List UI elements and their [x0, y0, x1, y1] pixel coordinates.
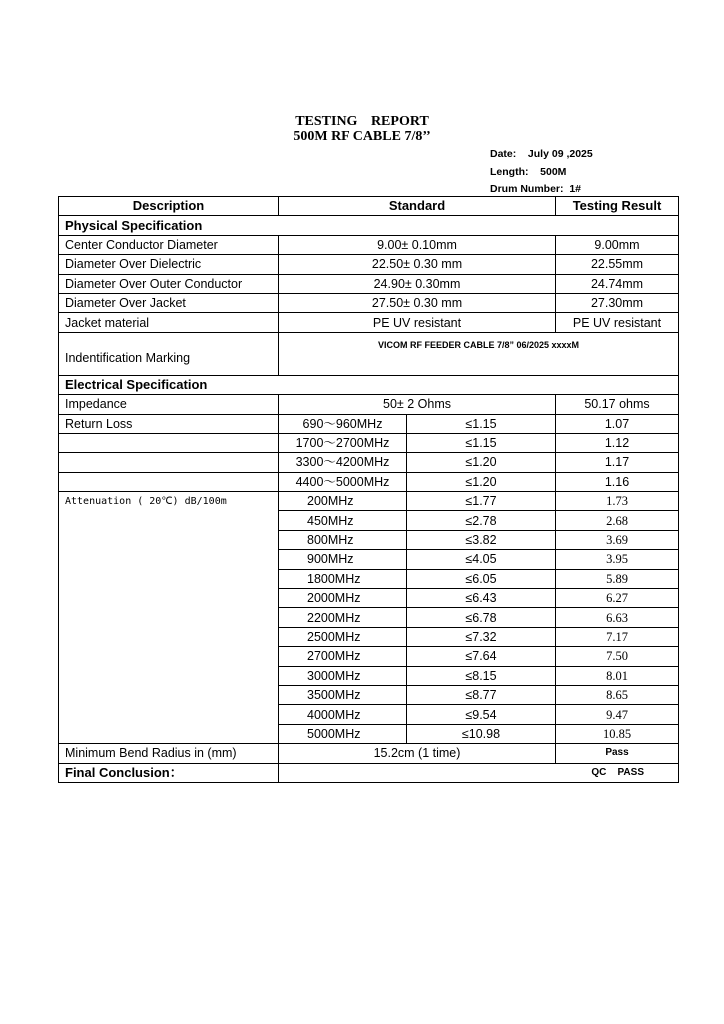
rl-result: 1.07: [556, 414, 679, 433]
att-frequency: 3500MHz: [279, 685, 407, 704]
attenuation-label: Attenuation ( 20℃) dB/100m: [59, 492, 279, 744]
att-frequency: 450MHz: [279, 511, 407, 530]
att-standard: ≤6.43: [407, 589, 556, 608]
header-row: [59, 197, 679, 216]
electrical-section-title: Electrical Specification: [59, 375, 679, 394]
conclusion-row: [59, 763, 679, 782]
report-subtitle: 500M RF CABLE 7/8’’: [293, 129, 431, 144]
att-result: 1.73: [556, 492, 679, 511]
physical-section-title: Physical Specification: [59, 216, 679, 235]
row-description: Diameter Over Jacket: [59, 293, 279, 312]
rl-frequency: 690～960MHz: [279, 414, 407, 433]
att-standard: ≤9.54: [407, 705, 556, 724]
header-result: Testing Result: [556, 197, 679, 216]
att-result: 9.47: [556, 705, 679, 724]
att-standard: ≤1.77: [407, 492, 556, 511]
impedance-label: Impedance: [59, 395, 279, 414]
bend-radius-standard: 15.2cm (1 time): [279, 744, 556, 763]
att-result: 8.65: [556, 685, 679, 704]
rl-frequency: 3300～4200MHz: [279, 453, 407, 472]
row-description: Diameter Over Outer Conductor: [59, 274, 279, 293]
impedance-row: [59, 395, 679, 414]
att-standard: ≤7.64: [407, 647, 556, 666]
row-standard: 22.50± 0.30 mm: [279, 255, 556, 274]
return-loss-label: Return Loss: [59, 414, 279, 433]
att-result: 3.69: [556, 530, 679, 549]
att-frequency: 2000MHz: [279, 589, 407, 608]
att-standard: ≤10.98: [407, 724, 556, 743]
att-standard: ≤8.77: [407, 685, 556, 704]
att-result: 10.85: [556, 724, 679, 743]
return-loss-row: [59, 433, 679, 452]
table-row: [59, 313, 679, 332]
conclusion-result: QC PASS: [279, 763, 679, 782]
att-frequency: 1800MHz: [279, 569, 407, 588]
bend-radius-result: Pass: [556, 744, 679, 763]
rl-result: 1.16: [556, 472, 679, 491]
row-description: Center Conductor Diameter: [59, 235, 279, 254]
att-result: 8.01: [556, 666, 679, 685]
row-standard: 24.90± 0.30mm: [279, 274, 556, 293]
att-frequency: 3000MHz: [279, 666, 407, 685]
row-result: 9.00mm: [556, 235, 679, 254]
empty-cell: [59, 472, 279, 491]
att-frequency: 900MHz: [279, 550, 407, 569]
bend-radius-label: Minimum Bend Radius in (mm): [59, 744, 279, 763]
header-description: Description: [59, 197, 279, 216]
marking-value: VICOM RF FEEDER CABLE 7/8” 06/2025 xxxxM: [279, 332, 679, 375]
return-loss-row: [59, 453, 679, 472]
drum-number-field: Drum Number: 1#: [490, 183, 582, 195]
empty-cell: [59, 453, 279, 472]
test-report-table: [58, 196, 679, 783]
rl-frequency: 4400～5000MHz: [279, 472, 407, 491]
rl-standard: ≤1.15: [407, 433, 556, 452]
table-row: [59, 255, 679, 274]
att-result: 6.27: [556, 589, 679, 608]
att-frequency: 2500MHz: [279, 627, 407, 646]
section-row: [59, 216, 679, 235]
att-standard: ≤6.05: [407, 569, 556, 588]
bend-radius-row: [59, 744, 679, 763]
att-frequency: 2200MHz: [279, 608, 407, 627]
att-frequency: 5000MHz: [279, 724, 407, 743]
row-standard: PE UV resistant: [279, 313, 556, 332]
row-result: 22.55mm: [556, 255, 679, 274]
date-field: Date: July 09 ,2025: [490, 148, 593, 160]
row-result: 24.74mm: [556, 274, 679, 293]
marking-row: [59, 332, 679, 375]
att-standard: ≤2.78: [407, 511, 556, 530]
att-result: 2.68: [556, 511, 679, 530]
att-standard: ≤8.15: [407, 666, 556, 685]
att-standard: ≤6.78: [407, 608, 556, 627]
length-field: Length: 500M: [490, 166, 567, 178]
return-loss-row: [59, 472, 679, 491]
return-loss-row: [59, 414, 679, 433]
impedance-result: 50.17 ohms: [556, 395, 679, 414]
att-result: 5.89: [556, 569, 679, 588]
row-description: Diameter Over Dielectric: [59, 255, 279, 274]
impedance-standard: 50± 2 Ohms: [279, 395, 556, 414]
empty-cell: [59, 433, 279, 452]
att-frequency: 4000MHz: [279, 705, 407, 724]
att-result: 7.50: [556, 647, 679, 666]
att-standard: ≤7.32: [407, 627, 556, 646]
rl-frequency: 1700～2700MHz: [279, 433, 407, 452]
conclusion-label: Final Conclusion：: [59, 763, 279, 782]
rl-standard: ≤1.15: [407, 414, 556, 433]
att-frequency: 2700MHz: [279, 647, 407, 666]
table-row: [59, 274, 679, 293]
att-frequency: 800MHz: [279, 530, 407, 549]
att-result: 7.17: [556, 627, 679, 646]
rl-result: 1.12: [556, 433, 679, 452]
att-result: 3.95: [556, 550, 679, 569]
row-result: PE UV resistant: [556, 313, 679, 332]
att-standard: ≤4.05: [407, 550, 556, 569]
att-result: 6.63: [556, 608, 679, 627]
rl-result: 1.17: [556, 453, 679, 472]
marking-label: Indentification Marking: [59, 332, 279, 375]
row-standard: 27.50± 0.30 mm: [279, 293, 556, 312]
rl-standard: ≤1.20: [407, 453, 556, 472]
table-row: [59, 235, 679, 254]
report-title: TESTING REPORT: [295, 114, 429, 129]
attenuation-row: [59, 492, 679, 511]
section-row: [59, 375, 679, 394]
att-frequency: 200MHz: [279, 492, 407, 511]
att-standard: ≤3.82: [407, 530, 556, 549]
rl-standard: ≤1.20: [407, 472, 556, 491]
row-description: Jacket material: [59, 313, 279, 332]
row-standard: 9.00± 0.10mm: [279, 235, 556, 254]
header-standard: Standard: [279, 197, 556, 216]
table-row: [59, 293, 679, 312]
row-result: 27.30mm: [556, 293, 679, 312]
